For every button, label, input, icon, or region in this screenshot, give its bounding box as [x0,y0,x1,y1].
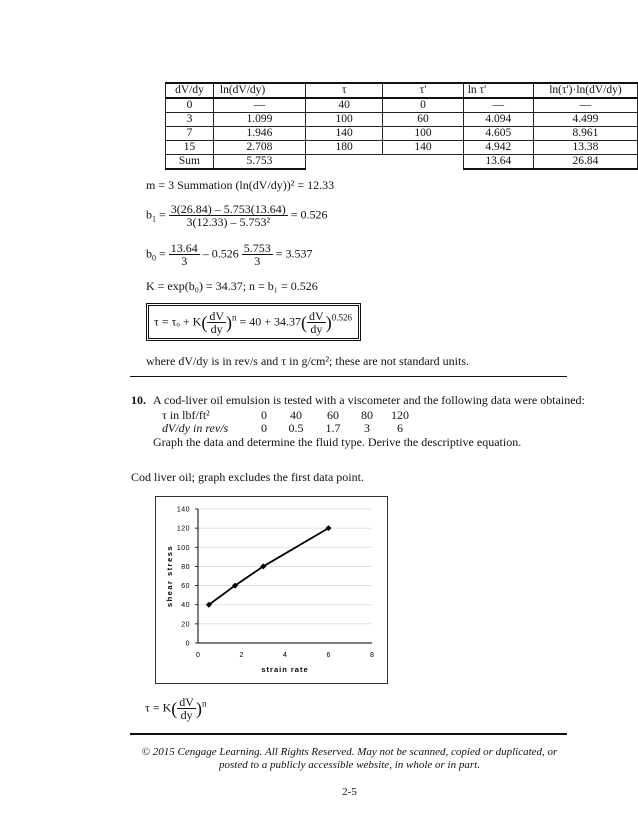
m-summation-line: m = 3 Summation (ln(dV/dy))² = 12.33 [146,178,335,192]
boxed-frac2-den: dy [310,322,323,336]
tau-value: 80 [361,408,373,422]
b1-result: = 0.526 [290,207,328,222]
boxed-frac-2 [307,310,326,335]
boxed-frac1-num: dV [209,309,224,323]
final-exponent: n [201,698,207,709]
final-fraction [177,696,196,721]
table-header: dV/dy [166,83,214,98]
table-cell: 0 [166,98,214,113]
tau-value: 60 [327,408,339,422]
tau-value: 40 [290,408,302,422]
boxed-exponent-2: 0.526 [331,312,352,323]
b0-frac1-denominator: 3 [181,254,188,268]
data-row-tau [162,408,415,422]
table-cell: — [533,98,637,113]
table-cell: — [213,98,305,113]
table-header-row [166,83,638,98]
table-row [166,98,638,113]
table-header: ln(dV/dy) [213,83,305,98]
b0-result: = 3.537 [275,246,313,261]
strain-value: 0.5 [288,421,304,435]
table-header: τ [305,83,382,98]
table-cell: 13.38 [533,141,637,155]
x-tick-label: 4 [283,652,287,659]
b1-fraction [169,203,288,228]
table-header: τ' [383,83,463,98]
table-cell: 100 [383,127,463,141]
tau-label: τ in lbf/ft² [162,408,210,422]
table-cell: 4.942 [463,141,533,155]
y-tick-label: 120 [176,525,190,533]
b0-symbol: b [146,246,152,261]
y-tick-label: 80 [181,563,190,571]
boxed-equation: τ = τₒ + K( $\frac{dV}{dy}$ )$^n$ = 40 + 34.37( $\frac{dV}{dy}$ )$^{0.526}$ [154,309,352,336]
table-cell: 13.64 [463,155,533,170]
table-cell: 4.605 [463,127,533,141]
boxed-frac1-den: dy [210,322,223,336]
strain-value: 0 [261,421,267,435]
table-cell: 140 [305,127,382,141]
b0-frac2-numerator: 5.753 [243,241,271,255]
b1-symbol: b [146,207,152,222]
table-cell: 100 [305,113,382,127]
boxed-lhs: τ = τₒ + K [154,314,202,329]
table-cell: 8.961 [533,127,637,141]
b0-frac1-numerator: 13.64 [170,241,198,255]
b1-denominator: 3(12.33) – 5.753² [186,215,271,229]
table-cell [383,155,463,170]
table-cell: 140 [383,141,463,155]
data-row-strain [162,421,415,435]
strain-label: dV/dy in rev/s [162,421,229,435]
table-cell: 0 [383,98,463,113]
b0-equation: $b_0$ = $\frac{13.64}{3}$ – 0.526 $\frac{5.753}{3}$ = 3.537 [146,241,313,268]
problem-number: 10. [131,393,146,407]
b0-frac2-denominator: 3 [254,254,261,268]
y-tick-label: 100 [176,544,190,552]
table-cell: 1.099 [213,113,305,127]
tau-value: 0 [261,408,267,422]
table-cell: — [463,98,533,113]
table-sum-row [166,155,638,170]
y-tick-label: 40 [181,602,190,610]
table-cell: Sum [166,155,214,170]
table-cell: 26.84 [533,155,637,170]
table-row [166,127,638,141]
strain-value: 1.7 [325,421,341,435]
y-axis-label: shear stress [165,544,174,608]
final-equation: τ = K( $\frac{dV}{dy}$ )$^n$ [145,695,207,722]
b1-equation: $b_1$ = $\frac{3(26.84) - 5.753(13.64)}{\text{3(12.33) – 5.753²}}$ = 0.526 [146,202,328,229]
final-denominator: dy [180,708,193,722]
data-table [165,82,638,170]
problem-statement: A cod-liver oil emulsion is tested with a viscometer and the following data were obtained: [153,393,585,407]
table-cell: 2.708 [213,141,305,155]
x-tick-label: 6 [326,652,331,659]
page-number: 2-5 [342,786,357,798]
boxed-frac2-num: dV [309,309,324,323]
final-lhs: τ = K [145,700,172,715]
y-tick-label: 20 [181,621,190,629]
divider [130,376,567,377]
footer-rule [130,733,567,735]
strain-value: 6 [397,421,403,435]
final-numerator: dV [179,695,194,709]
table-header: ln(τ')·ln(dV/dy) [533,83,637,98]
boxed-middle: = 40 + 34.37 [239,314,302,329]
b1-subscript: 1 [152,214,156,224]
strain-value: 3 [364,421,370,435]
table-cell: 60 [383,113,463,127]
y-tick-label: 0 [185,640,190,648]
table-cell: 4.094 [463,113,533,127]
x-tick-label: 2 [239,652,244,659]
table-cell: 7 [166,127,214,141]
table-header: ln τ' [463,83,533,98]
b0-fraction-1 [169,242,200,267]
table-cell: 180 [305,141,382,155]
chart-frame [155,496,388,684]
units-note: where dV/dy is in rev/s and τ in g/cm²; these are not standard units. [146,354,470,368]
k-n-line: K = exp(b₀) = 34.37; n = b₁ = 0.526 [146,279,318,293]
table-cell: 15 [166,141,214,155]
table-cell: 40 [305,98,382,113]
b0-subscript: 0 [152,253,156,263]
y-tick-label: 140 [176,506,190,514]
table-row [166,113,638,127]
table-cell: 4.499 [533,113,637,127]
table-cell: 1.946 [213,127,305,141]
b1-numerator: 3(26.84) – 5.753(13.64) [170,202,286,216]
copyright-line-2: posted to a publicly accessible website, in whole or in part. [219,759,480,771]
x-tick-label: 8 [370,652,374,659]
table-row [166,141,638,155]
answer-note: Cod liver oil; graph excludes the first data point. [131,470,364,484]
table-cell: 5.753 [213,155,305,170]
x-axis-label: strain rate [261,665,309,674]
table-cell [305,155,382,170]
b0-fraction-2 [242,242,273,267]
x-tick-label: 0 [196,652,200,659]
boxed-frac-1 [207,310,226,335]
table-cell: 3 [166,113,214,127]
b0-middle: – 0.526 [202,246,239,261]
y-tick-label: 60 [181,583,190,591]
copyright-line-1: © 2015 Cengage Learning. All Rights Reserved. May not be scanned, copied or duplicated, or [141,746,558,758]
boxed-exponent-1: n [231,312,237,323]
tau-value: 120 [391,408,409,422]
shear-stress-chart [156,497,387,683]
problem-task: Graph the data and determine the fluid type. Derive the descriptive equation. [153,435,522,449]
